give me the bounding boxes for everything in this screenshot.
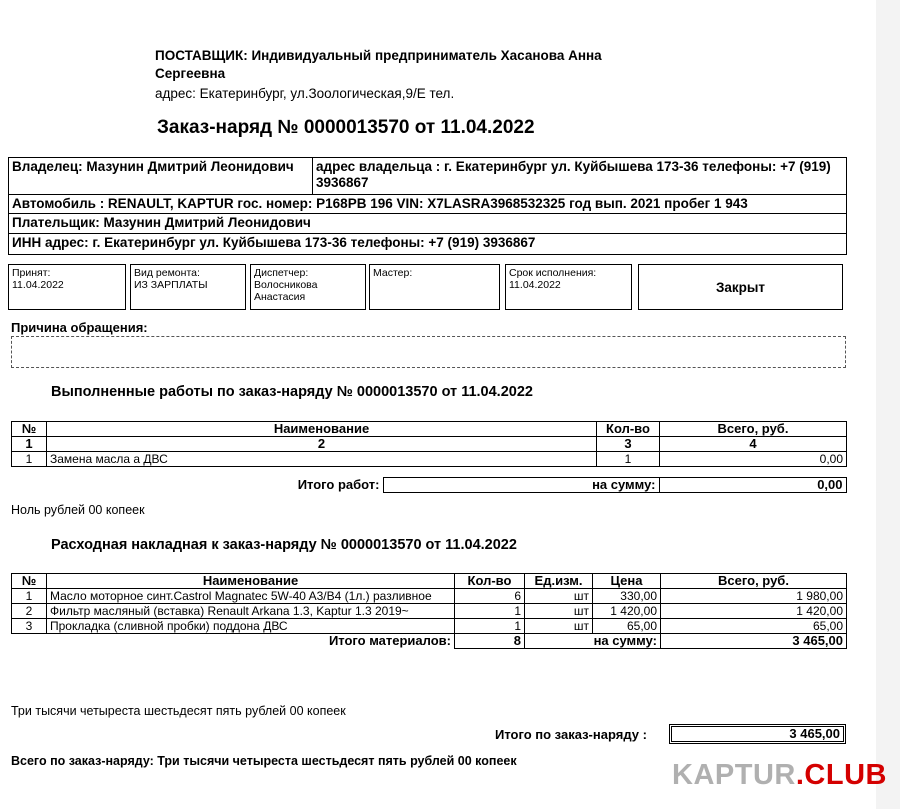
table-row xyxy=(12,604,847,619)
works-total-row xyxy=(11,478,846,493)
table-row xyxy=(12,452,847,467)
table-row xyxy=(12,619,847,634)
watermark-logo xyxy=(672,759,887,792)
works-header-name: Наименование xyxy=(47,422,597,437)
materials-header-n: № xyxy=(12,574,47,589)
supplier-address: адрес: Екатеринбург, ул.Зоологическая,9/Е тел. xyxy=(155,86,455,101)
materials-total-qty: 8 xyxy=(455,634,525,649)
materials-header-unit: Ед.изм. xyxy=(525,574,593,589)
materials-row-unit: шт xyxy=(525,619,593,634)
grand-total-words: Всего по заказ-наряду: Три тысячи четыреста шестьдесят пять рублей 00 копеек xyxy=(11,754,517,768)
owner-cell: Владелец: Мазунин Дмитрий Леонидович xyxy=(8,157,313,195)
materials-row-unit: шт xyxy=(525,604,593,619)
page-edge xyxy=(876,0,900,809)
grand-total-value: 3 465,00 xyxy=(669,724,846,744)
accepted-value: 11.04.2022 xyxy=(12,279,64,291)
materials-row-price: 330,00 xyxy=(593,589,661,604)
master-box xyxy=(369,264,500,310)
reason-label: Причина обращения: xyxy=(11,320,148,335)
works-number-row xyxy=(12,437,847,452)
materials-row-unit: шт xyxy=(525,589,593,604)
works-row-qty: 1 xyxy=(597,452,660,467)
car-cell: Автомобиль : RENAULT, KAPTUR гос. номер: Р168РВ 196 VIN: X7LASRA3968532325 год вып. 2021 пробег 1 943 xyxy=(8,194,847,214)
materials-sum-label: на сумму: xyxy=(525,634,661,649)
materials-row-n: 2 xyxy=(12,604,47,619)
materials-row-price: 65,00 xyxy=(593,619,661,634)
materials-row-total: 1 980,00 xyxy=(661,589,847,604)
materials-header-row xyxy=(12,574,847,589)
deadline-box xyxy=(505,264,632,310)
works-colnum-1: 1 xyxy=(12,437,47,452)
materials-sum-value: 3 465,00 xyxy=(661,634,847,649)
table-row xyxy=(12,589,847,604)
works-table xyxy=(11,421,847,467)
materials-row-qty: 1 xyxy=(455,619,525,634)
materials-table xyxy=(11,573,847,649)
works-title: Выполненные работы по заказ-наряду № 0000013570 от 11.04.2022 xyxy=(51,384,533,400)
document-title: Заказ-наряд № 0000013570 от 11.04.2022 xyxy=(157,117,535,138)
works-sum-label: на сумму: xyxy=(383,478,659,493)
owner-address-cell: адрес владельца : г. Екатеринбург ул. Куйбышева 173-36 телефоны: +7 (919) 3936867 xyxy=(312,157,847,195)
materials-header-qty: Кол-во xyxy=(455,574,525,589)
materials-row-name: Масло моторное синт.Castrol Magnatec 5W-40 A3/B4 (1л.) разливное xyxy=(47,589,455,604)
accepted-box xyxy=(8,264,126,310)
reason-box xyxy=(11,336,846,368)
dispatcher-value: Волосникова Анастасия xyxy=(254,279,318,303)
materials-title: Расходная накладная к заказ-наряду № 0000013570 от 11.04.2022 xyxy=(51,537,517,553)
watermark-kaptur: KAPTUR xyxy=(672,759,796,791)
materials-sum-words: Три тысячи четыреста шестьдесят пять рублей 00 копеек xyxy=(11,704,346,718)
watermark-club: CLUB xyxy=(804,759,887,791)
repair-type-box xyxy=(130,264,246,310)
dispatcher-label: Диспетчер: xyxy=(254,267,309,279)
materials-total-row xyxy=(12,634,847,649)
works-totals xyxy=(11,477,847,493)
works-header-qty: Кол-во xyxy=(597,422,660,437)
works-header-n: № xyxy=(12,422,47,437)
materials-row-total: 1 420,00 xyxy=(661,604,847,619)
works-row-name: Замена масла а ДВС xyxy=(47,452,597,467)
materials-header-name: Наименование xyxy=(47,574,455,589)
works-total-label: Итого работ: xyxy=(297,477,380,492)
works-colnum-3: 3 xyxy=(597,437,660,452)
grand-total-label: Итого по заказ-наряду : xyxy=(495,727,647,742)
materials-row-qty: 1 xyxy=(455,604,525,619)
materials-row-n: 1 xyxy=(12,589,47,604)
materials-row-price: 1 420,00 xyxy=(593,604,661,619)
payer-cell: Плательщик: Мазунин Дмитрий Леонидович xyxy=(8,213,847,234)
materials-total-label: Итого материалов: xyxy=(328,633,451,648)
works-row-n: 1 xyxy=(12,452,47,467)
works-header-row xyxy=(12,422,847,437)
materials-header-total: Всего, руб. xyxy=(661,574,847,589)
repair-type-label: Вид ремонта: xyxy=(134,267,200,279)
watermark-dot: . xyxy=(795,759,805,791)
supplier-block xyxy=(155,47,675,103)
works-row-total: 0,00 xyxy=(660,452,847,467)
materials-row-total: 65,00 xyxy=(661,619,847,634)
deadline-label: Срок исполнения: xyxy=(509,267,597,279)
works-header-total: Всего, руб. xyxy=(660,422,847,437)
works-sum-value: 0,00 xyxy=(659,478,846,493)
works-colnum-2: 2 xyxy=(47,437,597,452)
materials-row-n: 3 xyxy=(12,619,47,634)
dispatcher-box xyxy=(250,264,366,310)
inn-cell: ИНН адрес: г. Екатеринбург ул. Куйбышева 173-36 телефоны: +7 (919) 3936867 xyxy=(8,233,847,255)
materials-row-name: Прокладка (сливной пробки) поддона ДВС xyxy=(47,619,455,634)
accepted-label: Принят: xyxy=(12,267,51,279)
master-label: Мастер: xyxy=(373,267,413,279)
repair-type-value: ИЗ ЗАРПЛАТЫ xyxy=(134,279,208,291)
materials-row-name: Фильтр масляный (вставка) Renault Arkana 1.3, Kaptur 1.3 2019~ xyxy=(47,604,455,619)
materials-row-qty: 6 xyxy=(455,589,525,604)
deadline-value: 11.04.2022 xyxy=(509,279,561,291)
works-colnum-4: 4 xyxy=(660,437,847,452)
materials-header-price: Цена xyxy=(593,574,661,589)
status-badge: Закрыт xyxy=(638,264,843,310)
works-sum-words: Ноль рублей 00 копеек xyxy=(11,503,145,517)
supplier-name: ПОСТАВЩИК: Индивидуальный предприниматель Хасанова Анна Сергеевна xyxy=(155,48,602,81)
